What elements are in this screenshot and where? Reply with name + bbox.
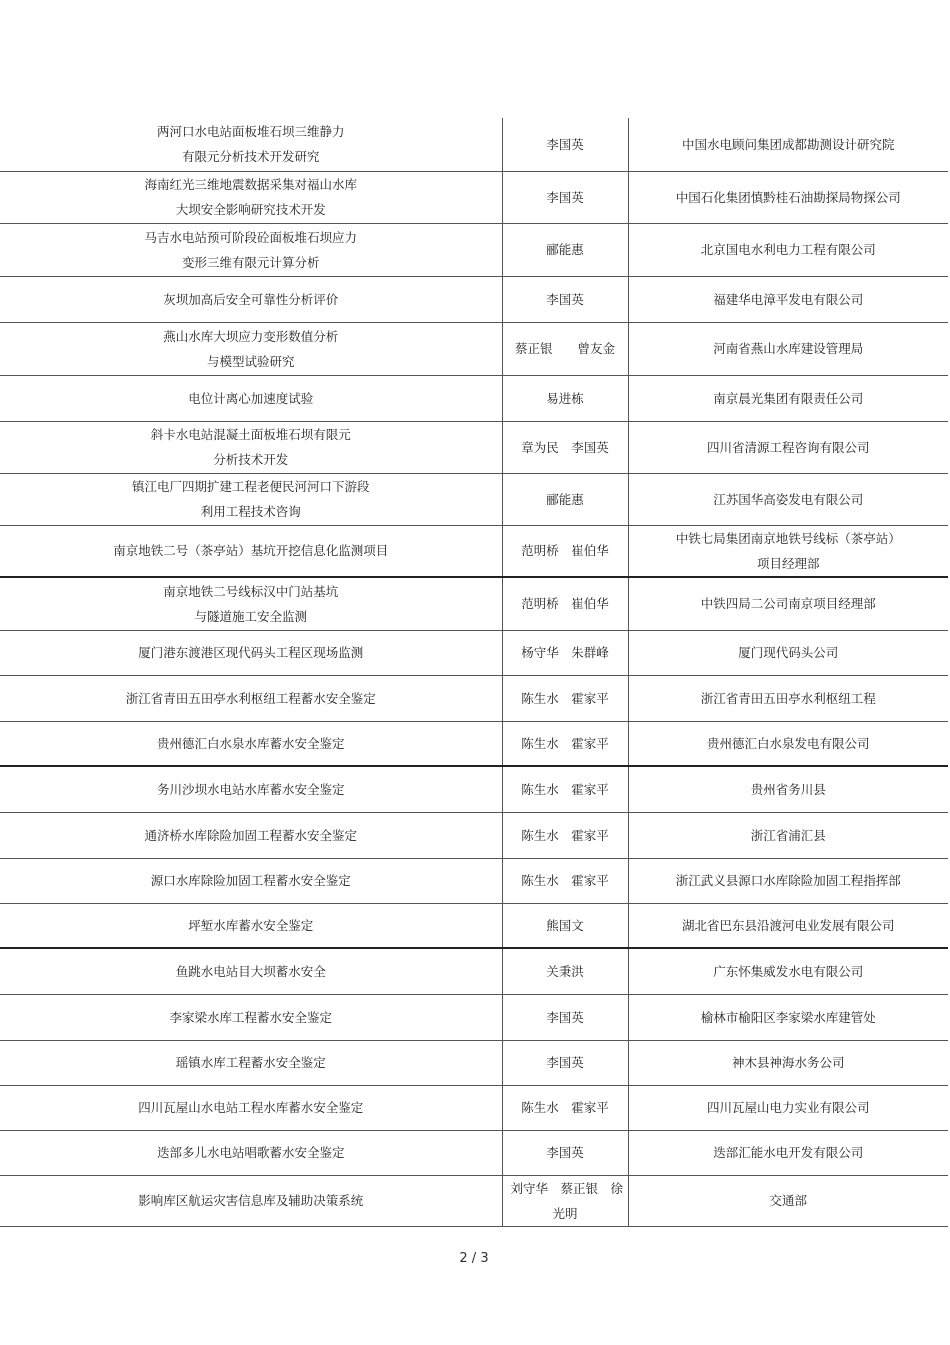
cell-line: 浙江武义县源口水库除险加固工程指挥部 xyxy=(675,873,901,888)
cell-line: 范明桥 崔伯华 xyxy=(521,543,609,559)
client-org-cell xyxy=(628,721,948,766)
project-name-cell xyxy=(0,766,502,812)
project-name-cell xyxy=(0,473,502,525)
project-name-cell xyxy=(0,171,502,223)
project-name-cell xyxy=(0,223,502,276)
project-name-cell xyxy=(0,1175,502,1226)
table-row xyxy=(0,525,948,577)
cell-line: 熊国文 xyxy=(546,917,584,933)
cell-line: 神木县神海水务公司 xyxy=(731,1055,845,1070)
table-row xyxy=(0,1130,948,1175)
project-name-cell xyxy=(0,322,502,375)
responsible-people-cell xyxy=(502,1040,628,1085)
cell-line: 陈生水 霍家平 xyxy=(521,690,609,706)
table-row xyxy=(0,903,948,948)
client-org-cell xyxy=(628,766,948,812)
client-org-cell xyxy=(628,903,948,948)
table-row xyxy=(0,1085,948,1130)
client-org-cell xyxy=(628,118,948,171)
client-org-cell xyxy=(628,994,948,1040)
cell-line: 影响库区航运灾害信息库及辅助决策系统 xyxy=(138,1193,364,1208)
cell-line: 李国英 xyxy=(546,1009,584,1025)
client-org-cell xyxy=(628,276,948,322)
cell-line: 福建华电漳平发电有限公司 xyxy=(713,291,864,307)
cell-line: 江苏国华高姿发电有限公司 xyxy=(713,491,864,507)
cell-line: 浙江省青田五田亭水利枢纽工程 xyxy=(700,690,876,706)
table-row xyxy=(0,421,948,473)
responsible-people-cell xyxy=(502,812,628,858)
client-org-cell xyxy=(628,577,948,630)
table-row xyxy=(0,577,948,630)
cell-line: 南京地铁二号（茶亭站）基坑开挖信息化监测项目 xyxy=(113,543,389,559)
responsible-people-cell xyxy=(502,630,628,675)
cell-line: 刘守华 蔡正银 徐 xyxy=(510,1180,624,1196)
table-row xyxy=(0,766,948,812)
cell-line: 李国英 xyxy=(546,291,584,307)
client-org-cell xyxy=(628,473,948,525)
cell-line: 郦能惠 xyxy=(546,491,584,507)
cell-line: 四川省清源工程咨询有限公司 xyxy=(706,439,870,455)
responsible-people-cell xyxy=(502,994,628,1040)
responsible-people-cell xyxy=(502,1175,628,1226)
table-row xyxy=(0,1040,948,1085)
table-row xyxy=(0,994,948,1040)
project-name-cell xyxy=(0,675,502,721)
cell-line: 务川沙坝水电站水库蓄水安全鉴定 xyxy=(156,781,345,797)
cell-line: 电位计离心加速度试验 xyxy=(188,390,314,406)
project-name-cell xyxy=(0,858,502,903)
cell-line: 陈生水 霍家平 xyxy=(521,735,609,751)
cell-line: 坪堑水库蓄水安全鉴定 xyxy=(188,917,314,933)
cell-line: 有限元分析技术开发研究 xyxy=(181,149,320,165)
responsible-people-cell xyxy=(502,118,628,171)
table-row xyxy=(0,812,948,858)
cell-line: 浙江省浦汇县 xyxy=(750,827,826,843)
client-org-cell xyxy=(628,223,948,276)
cell-line: 李家梁水库工程蓄水安全鉴定 xyxy=(169,1009,332,1025)
table-row xyxy=(0,223,948,276)
cell-line: 关秉洪 xyxy=(546,963,584,979)
project-table xyxy=(0,118,948,1227)
client-org-cell xyxy=(628,375,948,421)
cell-line: 斜卡水电站混凝土面板堆石坝有限元 xyxy=(150,427,351,442)
cell-line: 贵州德汇白水泉发电有限公司 xyxy=(706,735,870,751)
cell-line: 与隧道施工安全监测 xyxy=(194,608,307,624)
cell-line: 北京国电水利电力工程有限公司 xyxy=(700,242,876,257)
cell-line: 海南红光三维地震数据采集对福山水库 xyxy=(144,177,357,192)
project-name-cell xyxy=(0,1040,502,1085)
cell-line: 光明 xyxy=(552,1205,578,1221)
cell-line: 贵州德汇白水泉水库蓄水安全鉴定 xyxy=(156,735,345,751)
cell-line: 陈生水 霍家平 xyxy=(521,1100,609,1115)
cell-line: 陈生水 霍家平 xyxy=(521,781,609,797)
project-name-cell xyxy=(0,994,502,1040)
cell-line: 迭部汇能水电开发有限公司 xyxy=(713,1145,864,1160)
client-org-cell xyxy=(628,1040,948,1085)
cell-line: 李国英 xyxy=(546,1145,584,1160)
responsible-people-cell xyxy=(502,322,628,375)
responsible-people-cell xyxy=(502,171,628,223)
responsible-people-cell xyxy=(502,473,628,525)
project-name-cell xyxy=(0,276,502,322)
responsible-people-cell xyxy=(502,858,628,903)
cell-line: 灰坝加高后安全可靠性分析评价 xyxy=(163,291,339,307)
responsible-people-cell xyxy=(502,525,628,577)
cell-line: 与模型试验研究 xyxy=(206,353,295,369)
cell-line: 两河口水电站面板堆石坝三维静力 xyxy=(156,124,345,140)
responsible-people-cell xyxy=(502,721,628,766)
client-org-cell xyxy=(628,525,948,577)
cell-line: 利用工程技术咨询 xyxy=(200,504,301,519)
cell-line: 四川瓦屋山水电站工程水库蓄水安全鉴定 xyxy=(138,1100,364,1115)
cell-line: 河南省燕山水库建设管理局 xyxy=(713,341,864,356)
responsible-people-cell xyxy=(502,766,628,812)
table-row xyxy=(0,858,948,903)
cell-line: 陈生水 霍家平 xyxy=(521,873,609,888)
cell-line: 中国水电顾问集团成都勘测设计研究院 xyxy=(681,136,895,152)
table-row xyxy=(0,1175,948,1226)
cell-line: 鱼跳水电站目大坝蓄水安全 xyxy=(175,963,326,979)
client-org-cell xyxy=(628,948,948,994)
responsible-people-cell xyxy=(502,421,628,473)
project-name-cell xyxy=(0,630,502,675)
responsible-people-cell xyxy=(502,375,628,421)
table-row xyxy=(0,322,948,375)
cell-line: 厦门现代码头公司 xyxy=(738,645,839,660)
cell-line: 榆林市榆阳区李家梁水库建管处 xyxy=(700,1009,876,1025)
cell-line: 中铁四局二公司南京项目经理部 xyxy=(700,596,876,612)
responsible-people-cell xyxy=(502,903,628,948)
cell-line: 厦门港东渡港区现代码头工程区现场监测 xyxy=(138,645,364,660)
table-row xyxy=(0,721,948,766)
project-name-cell xyxy=(0,721,502,766)
client-org-cell xyxy=(628,322,948,375)
client-org-cell xyxy=(628,1130,948,1175)
client-org-cell xyxy=(628,1175,948,1226)
cell-line: 变形三维有限元计算分析 xyxy=(181,254,320,270)
responsible-people-cell xyxy=(502,948,628,994)
cell-line: 章为民 李国英 xyxy=(521,439,609,455)
cell-line: 易进栋 xyxy=(546,390,584,406)
cell-line: 燕山水库大坝应力变形数值分析 xyxy=(163,328,339,344)
cell-line: 广东怀集威发水电有限公司 xyxy=(713,963,864,979)
cell-line: 项目经理部 xyxy=(756,555,820,571)
table-row xyxy=(0,948,948,994)
cell-line: 蔡正银 曾友金 xyxy=(514,341,615,356)
project-name-cell xyxy=(0,948,502,994)
cell-line: 浙江省青田五田亭水利枢纽工程蓄水安全鉴定 xyxy=(125,690,376,706)
table-row xyxy=(0,276,948,322)
cell-line: 中铁七局集团南京地铁号线标（茶亭站） xyxy=(675,530,901,546)
responsible-people-cell xyxy=(502,1130,628,1175)
table-row xyxy=(0,675,948,721)
project-name-cell xyxy=(0,812,502,858)
client-org-cell xyxy=(628,171,948,223)
client-org-cell xyxy=(628,421,948,473)
cell-line: 郦能惠 xyxy=(546,242,584,257)
cell-line: 马吉水电站预可阶段砼面板堆石坝应力 xyxy=(144,229,357,245)
client-org-cell xyxy=(628,858,948,903)
responsible-people-cell xyxy=(502,276,628,322)
project-name-cell xyxy=(0,421,502,473)
responsible-people-cell xyxy=(502,223,628,276)
cell-line: 南京晨光集团有限责任公司 xyxy=(713,390,864,406)
table-row xyxy=(0,118,948,171)
project-name-cell xyxy=(0,903,502,948)
project-name-cell xyxy=(0,525,502,577)
cell-line: 镇江电厂四期扩建工程老便民河河口下游段 xyxy=(131,479,370,494)
page-number: 2 / 3 xyxy=(459,1251,489,1266)
client-org-cell xyxy=(628,630,948,675)
cell-line: 杨守华 朱群峰 xyxy=(521,645,609,660)
cell-line: 李国英 xyxy=(546,1055,584,1070)
project-name-cell xyxy=(0,1130,502,1175)
cell-line: 范明桥 崔伯华 xyxy=(521,596,609,612)
cell-line: 南京地铁二号线标汉中门站基坑 xyxy=(163,583,339,599)
table-row xyxy=(0,473,948,525)
project-name-cell xyxy=(0,1085,502,1130)
cell-line: 中国石化集团慎黔桂石油勘探局物探公司 xyxy=(675,189,901,205)
project-name-cell xyxy=(0,118,502,171)
cell-line: 李国英 xyxy=(546,189,584,205)
project-name-cell xyxy=(0,375,502,421)
table-row xyxy=(0,630,948,675)
cell-line: 分析技术开发 xyxy=(213,452,289,467)
project-name-cell xyxy=(0,577,502,630)
cell-line: 湖北省巴东县沿渡河电业发展有限公司 xyxy=(681,917,895,933)
cell-line: 四川瓦屋山电力实业有限公司 xyxy=(706,1100,870,1115)
responsible-people-cell xyxy=(502,1085,628,1130)
cell-line: 通济桥水库除险加固工程蓄水安全鉴定 xyxy=(144,827,357,843)
responsible-people-cell xyxy=(502,675,628,721)
client-org-cell xyxy=(628,812,948,858)
cell-line: 大坝安全影响研究技术开发 xyxy=(175,202,326,217)
cell-line: 交通部 xyxy=(769,1193,807,1208)
table-row xyxy=(0,171,948,223)
client-org-cell xyxy=(628,675,948,721)
cell-line: 李国英 xyxy=(546,136,584,152)
cell-line: 陈生水 霍家平 xyxy=(521,827,609,843)
client-org-cell xyxy=(628,1085,948,1130)
cell-line: 迭部多儿水电站唱歌蓄水安全鉴定 xyxy=(156,1145,345,1160)
responsible-people-cell xyxy=(502,577,628,630)
table-row xyxy=(0,375,948,421)
cell-line: 源口水库除险加固工程蓄水安全鉴定 xyxy=(150,873,351,888)
cell-line: 贵州省务川县 xyxy=(750,781,826,797)
cell-line: 瑶镇水库工程蓄水安全鉴定 xyxy=(175,1055,326,1070)
